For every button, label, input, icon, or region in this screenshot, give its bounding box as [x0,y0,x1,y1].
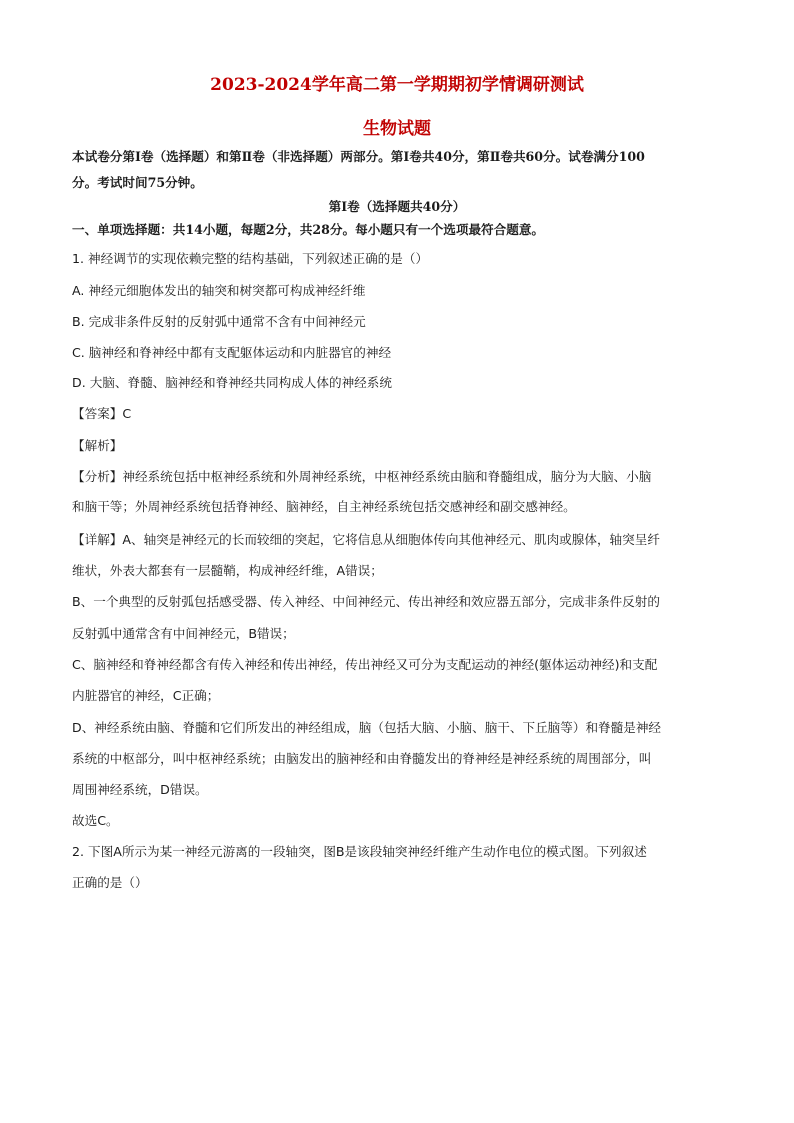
question-1-option-a: A. 神经元细胞体发出的轴突和树突都可构成神经纤维 [72,283,366,298]
question-1-stem: 1. 神经调节的实现依赖完整的结构基础，下列叙述正确的是（） [72,251,429,266]
question-1-option-d: D. 大脑、脊髓、脑神经和脊神经共同构成人体的神经系统 [72,375,392,390]
analysis-line: 维状，外表大都套有一层髓鞘，构成神经纤维，A错误； [72,563,383,578]
subject-title: 生物试题 [363,119,431,139]
analysis-line: 反射弧中通常含有中间神经元，B错误； [72,626,295,641]
question-2-stem-cont: 正确的是（） [72,875,148,890]
analysis-line: 周围神经系统，D错误。 [72,782,208,797]
question-1-option-b: B. 完成非条件反射的反射弧中通常不含有中间神经元 [72,314,366,329]
analysis-line: 【分析】神经系统包括中枢神经系统和外周神经系统，中枢神经系统由脑和脊髓组成，脑分为大脑、小脑 [72,469,652,484]
question-1-option-c: C. 脑神经和脊神经中都有支配躯体运动和内脏器官的神经 [72,345,392,360]
analysis-line: D、神经系统由脑、脊髓和它们所发出的神经组成，脑（包括大脑、小脑、脑干、下丘脑等）和脊髓是神经 [72,720,662,735]
section-instruction: 一、单项选择题：共14小题，每题2分，共28分。每小题只有一个选项最符合题意。 [72,222,545,237]
question-1-conclusion: 故选C。 [72,813,119,828]
analysis-line: 系统的中枢部分，叫中枢神经系统；由脑发出的脑神经和由脊髓发出的脊神经是神经系统的周围部分，叫 [72,751,652,766]
analysis-line: 内脏器官的神经，C正确； [72,688,220,703]
analysis-line: B、一个典型的反射弧包括感受器、传入神经、中间神经元、传出神经和效应器五部分，完成非条件反射的 [72,594,660,609]
exam-title: 2023-2024学年高二第一学期期初学情调研测试 [210,75,584,95]
analysis-line: 和脑干等；外周神经系统包括脊神经、脑神经，自主神经系统包括交感神经和副交感神经。 [72,499,576,514]
analysis-line: 【详解】A、轴突是神经元的长而较细的突起，它将信息从细胞体传向其他神经元、肌肉或腺体，轴突呈纤 [72,532,660,547]
question-1-answer: 【答案】C [72,406,132,421]
question-1-analysis-label: 【解析】 [72,438,123,453]
question-2-stem: 2. 下图A所示为某一神经元游离的一段轴突，图B是该段轴突神经纤维产生动作电位的模式图。下列叙述 [72,844,647,859]
intro-line-2: 分。考试时间75分钟。 [72,175,203,190]
intro-line-1: 本试卷分第Ⅰ卷（选择题）和第Ⅱ卷（非选择题）两部分。第Ⅰ卷共40分，第Ⅱ卷共60分。试卷满分100 [72,149,645,164]
analysis-line: C、脑神经和脊神经都含有传入神经和传出神经，传出神经又可分为支配运动的神经(躯体运动神经)和支配 [72,657,658,672]
section-heading: 第Ⅰ卷（选择题共40分） [328,199,466,214]
